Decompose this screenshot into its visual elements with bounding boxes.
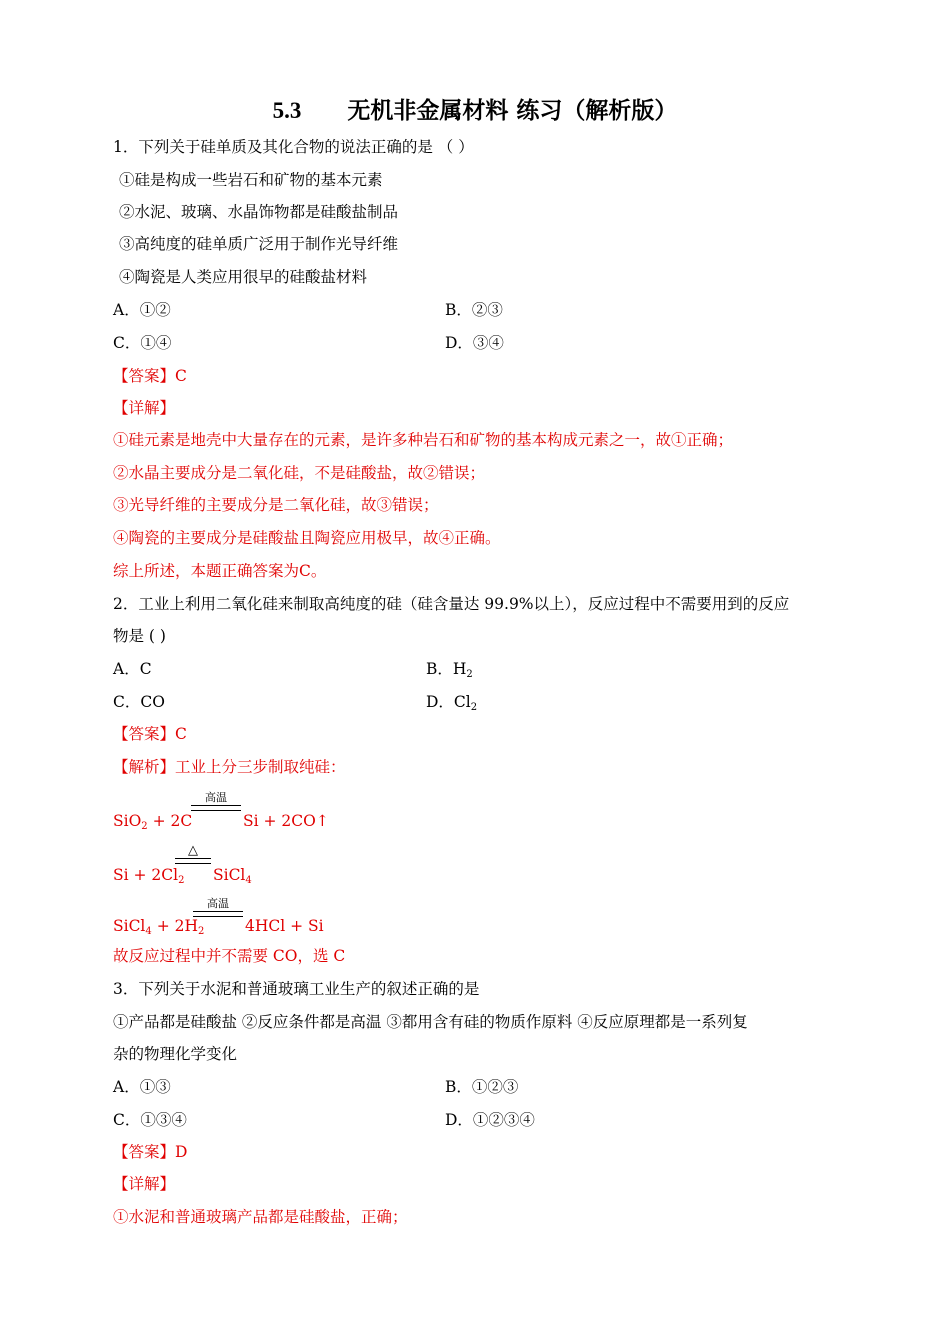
eq2-condition: △ — [175, 845, 211, 864]
eq3-condition: 高温 — [193, 898, 243, 917]
eq1-reactants: SiO$_2$ + 2C — [113, 812, 193, 832]
q1-option-b: B．②③ — [445, 301, 503, 319]
q1-item-3: ③高纯度的硅单质广泛用于制作光导纤维 — [119, 235, 399, 253]
eq2-products: SiCl$_4$ — [213, 866, 252, 886]
q2-option-d: D．$Cl_2$ — [426, 693, 478, 713]
q3-stem: 3．下列关于水泥和普通玻璃工业生产的叙述正确的是 — [113, 980, 480, 998]
q1-stem: 1．下列关于硅单质及其化合物的说法正确的是 （ ） — [113, 138, 474, 156]
q2-conclusion: 故反应过程中并不需要 CO，选 C — [113, 947, 346, 965]
page-title — [0, 96, 950, 126]
q2-analysis: 【解析】工业上分三步制取纯硅： — [113, 758, 346, 776]
eq1-products: Si + 2CO↑ — [243, 812, 329, 830]
q2-option-c: C．CO — [113, 693, 165, 711]
q2-option-b: B．$H_2$ — [426, 660, 473, 680]
q2-option-a: A．C — [113, 660, 152, 678]
q1-explain-3: ③光导纤维的主要成分是二氧化硅，故③错误； — [113, 496, 439, 514]
q1-option-c: C．①④ — [113, 334, 172, 352]
q3-explain-1: ①水泥和普通玻璃产品都是硅酸盐，正确； — [113, 1208, 408, 1226]
section-number: 5.3 — [272, 98, 302, 123]
q3-option-d: D．①②③④ — [445, 1111, 535, 1129]
q3-option-b: B．①②③ — [445, 1078, 519, 1096]
q3-answer: 【答案】D — [113, 1143, 188, 1161]
q3-option-c: C．①③④ — [113, 1111, 187, 1129]
q1-explain-1: ①硅元素是地壳中大量存在的元素，是许多种岩石和矿物的基本构成元素之一，故①正确； — [113, 431, 734, 449]
q1-answer: 【答案】C — [113, 367, 187, 385]
q1-option-d: D．③④ — [445, 334, 504, 352]
q1-detail-label: 【详解】 — [113, 399, 176, 417]
q1-explain-2: ②水晶主要成分是二氧化硅，不是硅酸盐，故②错误； — [113, 464, 486, 482]
eq1-condition: 高温 — [191, 792, 241, 811]
q1-explain-5: 综上所述，本题正确答案为C。 — [113, 562, 327, 580]
q3-items-line1: ①产品都是硅酸盐 ②反应条件都是高温 ③都用含有硅的物质作原料 ④反应原理都是一系列复 — [113, 1013, 748, 1031]
q3-items-line2: 杂的物理化学变化 — [113, 1045, 238, 1063]
q3-option-a: A．①③ — [113, 1078, 171, 1096]
eq3-reactants: SiCl$_4$ + $2H_2$ — [113, 917, 205, 937]
q1-item-2: ②水泥、玻璃、水晶饰物都是硅酸盐制品 — [119, 203, 399, 221]
q2-stem-line2: 物是 ( ) — [113, 627, 166, 645]
q1-item-4: ④陶瓷是人类应用很早的硅酸盐材料 — [119, 268, 368, 286]
eq2-reactants: $Si + 2Cl_2$ — [113, 866, 185, 886]
q3-detail-label: 【详解】 — [113, 1175, 176, 1193]
q1-explain-4: ④陶瓷的主要成分是硅酸盐且陶瓷应用极早，故④正确。 — [113, 529, 501, 547]
q1-item-1: ①硅是构成一些岩石和矿物的基本元素 — [119, 171, 383, 189]
title-text: 无机非金属材料 练习（解析版） — [347, 97, 678, 124]
q2-stem-line1: 2．工业上利用二氧化硅来制取高纯度的硅（硅含量达 99.9%以上），反应过程中不需要用到的反应 — [113, 595, 790, 613]
eq3-products: 4HCl + Si — [245, 917, 324, 935]
q2-answer: 【答案】C — [113, 725, 187, 743]
q1-option-a: A．①② — [113, 301, 171, 319]
